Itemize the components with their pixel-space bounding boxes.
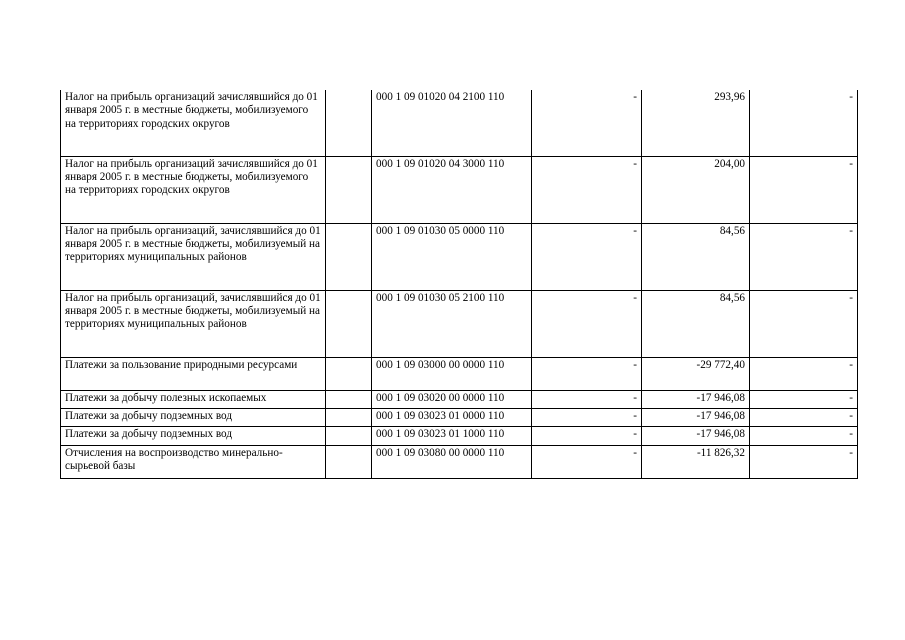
table-row xyxy=(61,445,858,478)
value-cell-1: - xyxy=(532,408,642,426)
value-cell-3: - xyxy=(750,408,858,426)
table-row xyxy=(61,90,858,156)
table-row xyxy=(61,290,858,357)
revenue-name-cell: Отчисления на воспроизводство минерально-сырьевой базы xyxy=(61,445,326,478)
budget-code-cell: 000 1 09 01020 04 2100 110 xyxy=(372,90,532,156)
table-row xyxy=(61,156,858,223)
revenue-name-cell: Налог на прибыль организаций, зачислявшийся до 01 января 2005 г. в местные бюджеты, мобилизуемый на территориях муниципальных районов xyxy=(61,223,326,290)
empty-cell xyxy=(326,357,372,390)
value-cell-2: -17 946,08 xyxy=(642,390,750,408)
empty-cell xyxy=(326,90,372,156)
empty-cell xyxy=(326,427,372,445)
revenue-name-cell: Платежи за добычу подземных вод xyxy=(61,408,326,426)
revenue-name-cell: Платежи за добычу подземных вод xyxy=(61,427,326,445)
value-cell-2: -17 946,08 xyxy=(642,427,750,445)
value-cell-3: - xyxy=(750,357,858,390)
value-cell-3: - xyxy=(750,445,858,478)
table-row xyxy=(61,223,858,290)
revenue-name-cell: Налог на прибыль организаций зачислявшийся до 01 января 2005 г. в местные бюджеты, мобилизуемого на территориях городских округов xyxy=(61,156,326,223)
budget-code-cell: 000 1 09 03023 01 1000 110 xyxy=(372,427,532,445)
value-cell-2: -29 772,40 xyxy=(642,357,750,390)
value-cell-2: 204,00 xyxy=(642,156,750,223)
revenue-name-cell: Налог на прибыль организаций, зачислявшийся до 01 января 2005 г. в местные бюджеты, мобилизуемый на территориях муниципальных районов xyxy=(61,290,326,357)
revenue-name-cell: Налог на прибыль организаций зачислявшийся до 01 января 2005 г. в местные бюджеты, мобилизуемого на территориях городских округов xyxy=(61,90,326,156)
budget-code-cell: 000 1 09 03023 01 0000 110 xyxy=(372,408,532,426)
empty-cell xyxy=(326,445,372,478)
revenue-name-cell: Платежи за пользование природными ресурсами xyxy=(61,357,326,390)
budget-code-cell: 000 1 09 01030 05 2100 110 xyxy=(372,290,532,357)
value-cell-3: - xyxy=(750,290,858,357)
empty-cell xyxy=(326,390,372,408)
value-cell-3: - xyxy=(750,223,858,290)
value-cell-2: 84,56 xyxy=(642,290,750,357)
table-row xyxy=(61,427,858,445)
table-row xyxy=(61,357,858,390)
value-cell-2: 84,56 xyxy=(642,223,750,290)
value-cell-2: 293,96 xyxy=(642,90,750,156)
empty-cell xyxy=(326,408,372,426)
budget-code-cell: 000 1 09 01030 05 0000 110 xyxy=(372,223,532,290)
value-cell-3: - xyxy=(750,90,858,156)
value-cell-3: - xyxy=(750,390,858,408)
budget-code-cell: 000 1 09 01020 04 3000 110 xyxy=(372,156,532,223)
value-cell-1: - xyxy=(532,156,642,223)
value-cell-1: - xyxy=(532,427,642,445)
budget-code-cell: 000 1 09 03000 00 0000 110 xyxy=(372,357,532,390)
budget-code-cell: 000 1 09 03020 00 0000 110 xyxy=(372,390,532,408)
empty-cell xyxy=(326,156,372,223)
value-cell-3: - xyxy=(750,427,858,445)
budget-revenue-table xyxy=(60,90,858,479)
value-cell-1: - xyxy=(532,290,642,357)
table-row xyxy=(61,408,858,426)
revenue-name-cell: Платежи за добычу полезных ископаемых xyxy=(61,390,326,408)
value-cell-1: - xyxy=(532,90,642,156)
value-cell-1: - xyxy=(532,223,642,290)
value-cell-3: - xyxy=(750,156,858,223)
value-cell-1: - xyxy=(532,357,642,390)
value-cell-2: -11 826,32 xyxy=(642,445,750,478)
budget-code-cell: 000 1 09 03080 00 0000 110 xyxy=(372,445,532,478)
empty-cell xyxy=(326,223,372,290)
value-cell-1: - xyxy=(532,390,642,408)
value-cell-1: - xyxy=(532,445,642,478)
table-row xyxy=(61,390,858,408)
empty-cell xyxy=(326,290,372,357)
value-cell-2: -17 946,08 xyxy=(642,408,750,426)
